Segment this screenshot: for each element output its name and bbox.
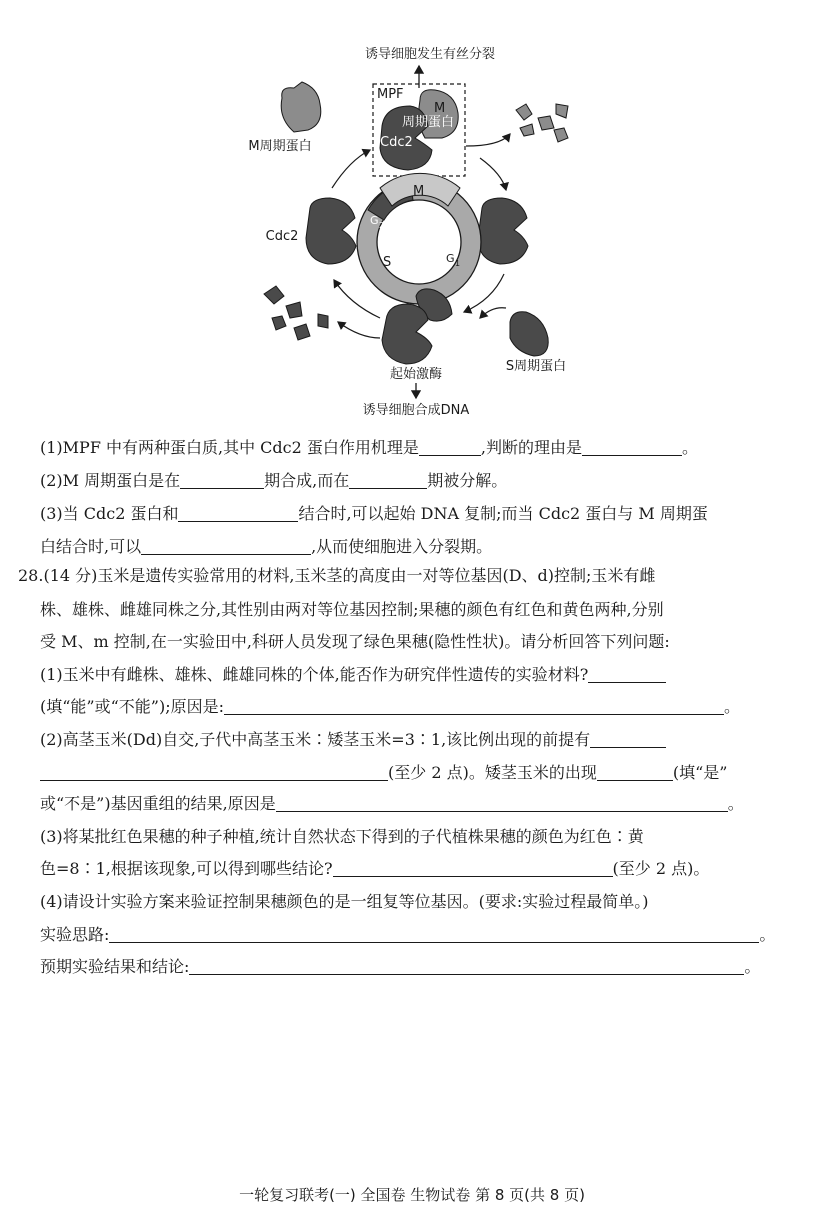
q28-part3-cont: 色=8∶1,根据该现象,可以得到哪些结论? (至少 2 点)。	[40, 859, 710, 878]
degraded-m-cyclin-fragments	[516, 104, 568, 142]
q28-part4: (4)请设计实验方案来验证控制果穗颜色的是一组复等位基因。(要求:实验过程最简单。)	[40, 892, 649, 911]
bottom-label: 诱导细胞合成DNA	[362, 403, 470, 418]
mpf-cyclin-inner-label: 周期蛋白	[402, 115, 455, 130]
q27-part3-cont: 白结合时,可以 ,从而使细胞进入分裂期。	[40, 537, 493, 556]
answer-blank[interactable]	[276, 795, 728, 812]
answer-blank[interactable]	[180, 472, 264, 489]
page-footer: 一轮复习联考(一) 全国卷 生物试卷 第 8 页(共 8 页)	[239, 1186, 585, 1204]
phase-g1-label: G	[446, 252, 455, 265]
cdc2-left-shape	[306, 198, 356, 264]
q28-stem-1: 28.(14 分)玉米是遗传实验常用的材料,玉米茎的高度由一对等位基因(D、d)控制;玉米有雌	[18, 566, 656, 585]
m-cyclin-shape	[281, 82, 321, 132]
answer-blank[interactable]	[333, 860, 613, 877]
mpf-label: MPF	[377, 87, 404, 102]
q28-part1-cont: (填“能”或“不能”);原因是: 。	[40, 697, 741, 716]
q28-part3: (3)将某批红色果穗的种子种植,统计自然状态下得到的子代植株果穗的颜色为红色∶黄	[40, 827, 644, 846]
phase-g2-label: G	[370, 214, 379, 227]
q28-part4-result: 预期实验结果和结论: 。	[40, 957, 761, 976]
q28-part1: (1)玉米中有雌株、雄株、雌雄同株的个体,能否作为研究伴性遗传的实验材料?	[40, 665, 790, 685]
answer-blank[interactable]	[141, 538, 311, 555]
q28-part2-cont: (至少 2 点)。矮茎玉米的出现 (填“是”	[40, 763, 790, 783]
phase-m-label: M	[413, 184, 425, 199]
q28-stem-2: 株、雄株、雌雄同株之分,其性别由两对等位基因控制;果穗的颜色有红色和黄色两种,分别	[40, 600, 664, 619]
mpf-cdc2-inner-label: Cdc2	[380, 135, 413, 150]
answer-blank[interactable]	[597, 764, 673, 781]
answer-blank[interactable]	[582, 439, 682, 456]
answer-blank[interactable]	[419, 439, 481, 456]
mpf-m-label: M	[434, 101, 446, 116]
top-label: 诱导细胞发生有丝分裂	[364, 47, 496, 62]
cell-cycle-ring	[357, 173, 481, 304]
q27-part1: (1)MPF 中有两种蛋白质,其中 Cdc2 蛋白作用机理是 ,判断的理由是 。	[40, 438, 698, 457]
answer-blank[interactable]	[590, 731, 666, 748]
m-cyclin-label: M周期蛋白	[248, 139, 312, 154]
cell-cycle-svg	[220, 38, 640, 423]
kinase-cdc2-shape	[382, 304, 432, 364]
q28-part2: (2)高茎玉米(Dd)自交,子代中高茎玉米∶矮茎玉米=3∶1,该比例出现的前提有	[40, 730, 790, 750]
phase-g2-sub: 2	[379, 221, 385, 230]
cell-cycle-diagram	[220, 38, 640, 423]
answer-blank[interactable]	[178, 505, 298, 522]
answer-blank[interactable]	[109, 926, 759, 943]
q28-part4-idea: 实验思路: 。	[40, 925, 776, 944]
s-cyclin-shape	[510, 312, 548, 356]
answer-blank[interactable]	[189, 958, 744, 975]
answer-blank[interactable]	[349, 472, 427, 489]
cdc2-label: Cdc2	[265, 229, 299, 244]
kinase-label: 起始激酶	[389, 367, 443, 382]
answer-blank[interactable]	[40, 764, 388, 781]
phase-s-label: S	[383, 255, 392, 270]
answer-blank[interactable]	[588, 666, 666, 683]
q27-part2: (2)M 周期蛋白是在 期合成,而在 期被分解。	[40, 471, 508, 490]
degraded-s-cyclin-fragments	[264, 286, 328, 340]
phase-g1-sub: 1	[455, 259, 461, 268]
answer-blank[interactable]	[224, 698, 724, 715]
s-cyclin-label: S周期蛋白	[505, 359, 567, 374]
q28-part2-cont2: 或“不是”)基因重组的结果,原因是 。	[40, 794, 744, 813]
q28-stem-3: 受 M、m 控制,在一实验田中,科研人员发现了绿色果穗(隐性性状)。请分析回答下列问题:	[40, 632, 670, 651]
cdc2-right-shape	[478, 198, 528, 264]
q27-part3: (3)当 Cdc2 蛋白和 结合时,可以起始 DNA 复制;而当 Cdc2 蛋白与 M 周期蛋	[40, 504, 708, 523]
